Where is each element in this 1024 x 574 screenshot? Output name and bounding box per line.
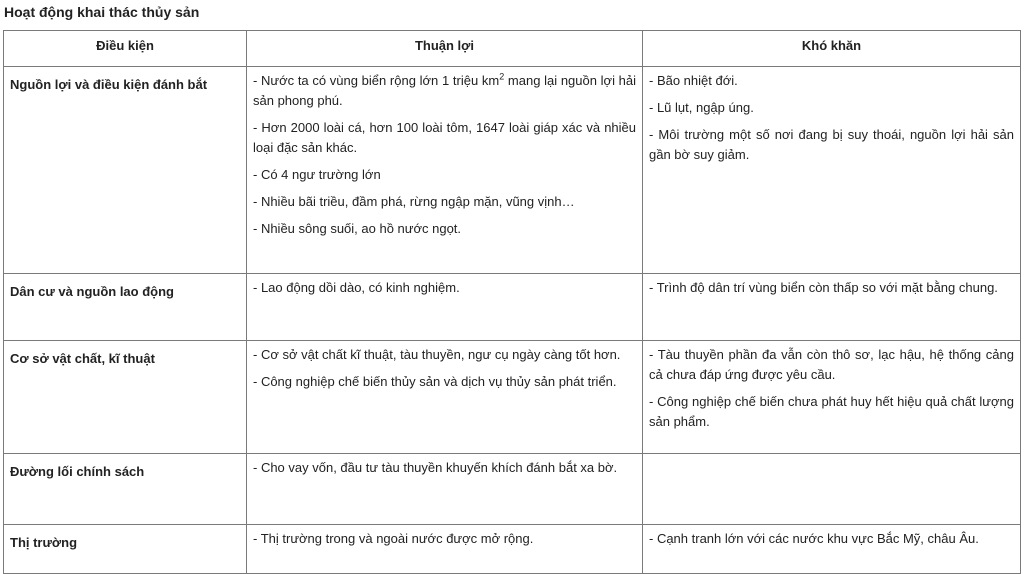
difficulty-item: - Môi trường một số nơi đang bị suy thoái, nguồn lợi hải sản gần bờ suy giảm. [649, 127, 1014, 162]
table-row [4, 454, 1021, 525]
header-advantages: Thuận lợi [247, 31, 643, 67]
condition-cell: Dân cư và nguồn lao động [4, 274, 247, 341]
advantages-cell [247, 454, 643, 525]
condition-cell: Thị trường [4, 525, 247, 574]
condition-cell: Nguồn lợi và điều kiện đánh bắt [4, 67, 247, 274]
table-row [4, 341, 1021, 454]
condition-cell: Cơ sở vật chất, kĩ thuật [4, 341, 247, 454]
header-condition: Điều kiện [4, 31, 247, 67]
advantages-cell [247, 67, 643, 274]
difficulty-item: - Công nghiệp chế biến chưa phát huy hết hiệu quả chất lượng sản phẩm. [649, 394, 1014, 429]
advantages-cell [247, 341, 643, 454]
advantage-item: - Nước ta có vùng biển rộng lớn 1 triệu $km^2$ mang lại nguồn lợi hải sản phong phú. [253, 71, 636, 108]
advantage-item: - Nhiều bãi triều, đầm phá, rừng ngập mặn, vũng vịnh… [253, 194, 575, 209]
advantages-cell [247, 274, 643, 341]
advantage-item: - Cơ sở vật chất kĩ thuật, tàu thuyền, ngư cụ ngày càng tốt hơn. [253, 347, 621, 362]
advantage-item: - Hơn 2000 loài cá, hơn 100 loài tôm, 1647 loài giáp xác và nhiều loại đặc sản khác. [253, 120, 636, 155]
fisheries-table [3, 30, 1021, 574]
advantage-item: - Công nghiệp chế biến thủy sản và dịch vụ thủy sản phát triển. [253, 374, 617, 389]
header-difficulties: Khó khăn [643, 31, 1021, 67]
difficulty-item: - Lũ lụt, ngập úng. [649, 100, 754, 115]
table-header-row [4, 31, 1021, 67]
condition-cell: Đường lối chính sách [4, 454, 247, 525]
table-row [4, 67, 1021, 274]
difficulty-item: - Trình độ dân trí vùng biển còn thấp so với mặt bằng chung. [649, 280, 998, 295]
advantage-item: - Cho vay vốn, đầu tư tàu thuyền khuyến khích đánh bắt xa bờ. [253, 460, 618, 475]
advantages-cell [247, 525, 643, 574]
difficulty-item: - Bão nhiệt đới. [649, 73, 738, 88]
document-title: Hoạt động khai thác thủy sản [4, 4, 200, 20]
difficulty-item: - Tàu thuyền phần đa vẫn còn thô sơ, lạc hậu, hệ thống cảng cả chưa đáp ứng được yêu cầu. [649, 347, 1014, 382]
difficulties-cell [643, 67, 1021, 274]
advantage-item: - Có 4 ngư trường lớn [253, 167, 381, 182]
difficulties-cell-empty [643, 454, 1021, 525]
difficulty-item: - Cạnh tranh lớn với các nước khu vực Bắc Mỹ, châu Âu. [649, 531, 979, 546]
table-row [4, 525, 1021, 574]
advantage-item: - Nhiều sông suối, ao hồ nước ngọt. [253, 221, 462, 236]
difficulties-cell [643, 274, 1021, 341]
advantage-item: - Lao động dồi dào, có kinh nghiệm. [253, 280, 460, 295]
advantage-item: - Thị trường trong và ngoài nước được mở rộng. [253, 531, 534, 546]
difficulties-cell [643, 525, 1021, 574]
table-row [4, 274, 1021, 341]
difficulties-cell [643, 341, 1021, 454]
